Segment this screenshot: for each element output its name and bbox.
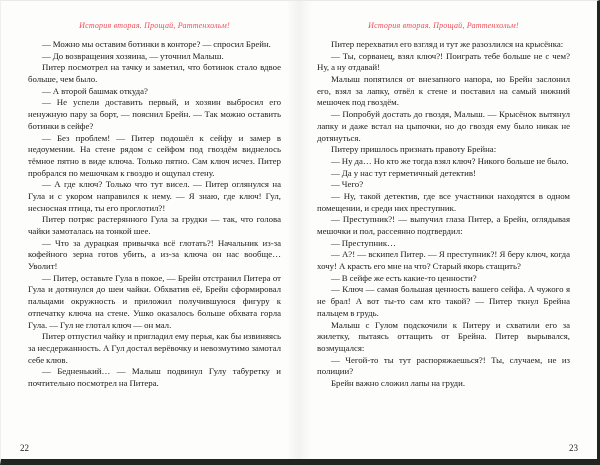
paragraph: — Без проблем! — Питер подошёл к сейфу и замер в недоумении. На стене рядом с сейфом под гвоздём виднелось тёмное пятно в виде ключа. Только пятно. Сам ключ исчез. Питер пробрался по мешочкам к гвоздю и ощупал стену. (28, 132, 281, 178)
paragraph: — Попробуй достать до гвоздя, Малыш. — Крысёнок вытянул лапку и даже встал на цыпочки, но до гвоздя ему было никак не дотянуться. (317, 109, 570, 143)
paragraph: — До возвращения хозяина, — уточнил Малыш. (42, 50, 224, 61)
running-head-left: История вторая. Прощай, Раттенхольм! (79, 21, 230, 30)
paragraph: Питер перехватил его взгляд и тут же разозлился на крысёнка: (331, 39, 564, 49)
paragraph: — Да у нас тут герметичный детектив! (331, 167, 476, 178)
left-page (1, 1, 299, 459)
paragraph: — А?! — вскипел Питер. — Я преступник?! Я беру ключ, когда хочу! А красть его мне на что? Старый якорь стащить? (317, 249, 570, 272)
paragraph: Малыш с Гулом подскочили к Питеру и схватили его за жилетку, пытаясь оттащить от Брейна. Питер вырывался, возмущался: (317, 319, 570, 353)
paragraph: — Ну да… Но кто же тогда взял ключ? Никого больше не было. (331, 155, 569, 166)
running-head-right: История вторая. Прощай, Раттенхольм! (368, 21, 519, 30)
paragraph: — Можно мы оставим ботинки в конторе? — спросил Брейн. (42, 39, 271, 49)
paragraph: Малыш попятился от внезапного напора, но Брейн заслонил его, взял за лапку, отвёл к стене и поставил на самый нижний мешочек под гвоздём. (317, 74, 570, 108)
right-page-text (317, 39, 570, 390)
paragraph: — Ну, такой детектив, где все участники находятся в одном помещении, и среди них преступник. (317, 190, 570, 213)
paragraph: — Питер, оставьте Гула в покое, — Брейн отстранил Питера от Гула и дотянулся до шеи чайки. Обхватив её, Брейн сформировал пальцами окружность и приложил получившуюся фигуру к отпечатку ключа на стене. Ушко оказалось больше обхвата горла Гула. — Гул не глотал ключ — он мал. (28, 272, 281, 330)
paragraph: — Ключ — самая большая ценность вашего сейфа. А чужого я не брал! А вот ты-то сам кто такой? — Питер ткнул Брейна пальцем в грудь. (317, 284, 570, 318)
left-page-text (28, 39, 281, 390)
paragraph: — Преступник?! — выпучил глаза Питер, а Брейн, оглядывая мешочки и пол, рассеянно подтвердил: (317, 214, 570, 236)
page-number-right: 23 (569, 443, 578, 453)
paragraph: Питеру пришлось признать правоту Брейна: (331, 144, 497, 155)
paragraph: — Преступник… (331, 237, 396, 248)
paragraph: — Бедненький… — Малыш подвинул Гулу табуретку и почтительно посмотрел на Питера. (28, 366, 281, 388)
paragraph: — Ты, сорванец, взял ключ?! Поиграть тебе больше не с чем? Ну, а ну отдавай! (317, 50, 570, 73)
paragraph: — Что за дурацкая привычка всё глотать?! Начальник из-за кофейного зерна готов убить, а из-за ключа он нас вообще… Уволит! (28, 237, 281, 272)
page-number-left: 22 (20, 443, 29, 453)
paragraph: — Чегой-то ты тут распоряжаешься?! Ты, случаем, не из полиции? (317, 354, 570, 377)
paragraph: — А второй башмак откуда? (42, 85, 148, 96)
paragraph: — Чего? (331, 179, 364, 190)
paragraph: Питер отпустил чайку и пригладил ему перья, как бы извиняясь за несдержанность. А Гул достал верёвочку и невозмутимо замотал себе клюв. (28, 331, 281, 365)
paragraph: Брейн важно сложил лапы на груди. (331, 377, 466, 388)
paragraph: Питер потряс растерянного Гула за грудки — так, что голова чайки замоталась на тонкой шее. (28, 214, 281, 236)
right-page (299, 1, 597, 459)
paragraph: — Не успели доставить первый, и хозяин выбросил его ненужную пару за борт, — пояснил Брейн. — Так можно оставить ботинки в сейфе? (28, 97, 281, 131)
paragraph: Питер посмотрел на тачку и заметил, что ботинок стало вдвое больше, чем было. (28, 62, 281, 85)
paragraph: — В сейфе же есть какие-то ценности? (331, 272, 477, 283)
paragraph: — А где ключ? Только что тут висел. — Питер оглянулся на Гула и с укором направился к нему. — Я знаю, где ключ! Гул, несносная птица, ты его проглотил?! (28, 179, 281, 213)
